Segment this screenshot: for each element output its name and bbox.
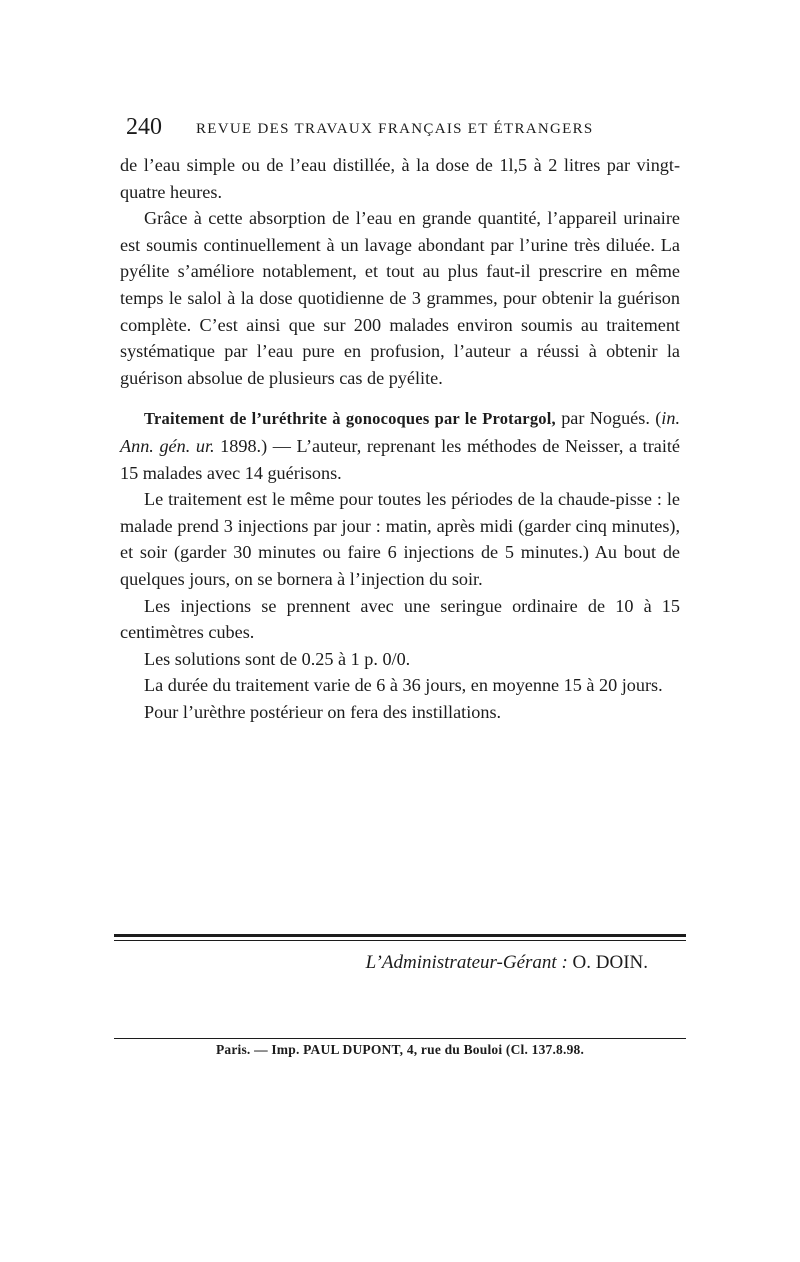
signature [120, 952, 648, 974]
paragraph-injections: Les injections se prennent avec une seringue ordinaire de 10 à 15 centimètres cubes. [120, 595, 680, 643]
paragraph-continued: de l’eau simple ou de l’eau distillée, à la dose de 1l,5 à 2 litres par vingt-quatre heures. [120, 155, 680, 202]
running-title: REVUE DES TRAVAUX FRANÇAIS ET ÉTRANGERS [196, 121, 594, 137]
paragraph-solutions: Les solutions sont de 0.25 à 1 p. 0/0. [144, 648, 411, 669]
citation-prefix: par Nogués. ( [555, 408, 662, 429]
signature-name: O. DOIN. [572, 952, 648, 973]
paragraph-pyelite: Grâce à cette absorption de l’eau en grande quantité, l’appareil urinaire est soumis continuellement à un lavage abondant par l’urine très diluée. La pyélite s’améliore notablement, et tout au plus faut-il prescrire en même temps le salol à la dose quotidienne de 3 grammes, pour obtenir la guérison complète. C’est ainsi que sur 200 malades environ soumis au traitement systématique par l’eau pure en profusion, l’auteur a réussi à obtenir la guérison absolue de plusieurs cas de pyélite. [120, 208, 680, 388]
citation-source: in. Ann. gén. ur. [120, 408, 680, 456]
rule-thick [114, 934, 686, 937]
paragraph-duration: La durée du traitement varie de 6 à 36 jours, en moyenne 15 à 20 jours. [144, 675, 663, 696]
article-protargol-intro [120, 405, 680, 486]
running-head [126, 112, 686, 146]
footer-rule [114, 1038, 686, 1039]
rule-thin [114, 940, 686, 941]
paragraph-posterior-urethra: Pour l’urèthre postérieur on fera des instillations. [144, 701, 502, 722]
page-number: 240 [126, 114, 162, 140]
citation-rest: 1898.) — L’auteur, reprenant les méthodes de Neisser, a traité 15 malades avec 14 guérisons. [120, 435, 680, 483]
section-heading: Traitement de l’uréthrite à gonocoques par le Protargol, [144, 409, 556, 429]
signature-role: L’Administrateur-Gérant : [365, 952, 568, 973]
double-rule [114, 934, 686, 941]
body-text [120, 152, 680, 725]
paragraph-treatment: Le traitement est le même pour toutes les périodes de la chaude-pisse : le malade prend 3 injections par jour : matin, après midi (garder cinq minutes), et soir (garder 30 minutes ou faire 6 injections de 5 minutes.) Au bout de quelques jours, on se bornera à l’injection du soir. [120, 489, 680, 589]
printer-imprint: Paris. — Imp. PAUL DUPONT, 4, rue du Bouloi (Cl. 137.8.98. [215, 1042, 585, 1057]
